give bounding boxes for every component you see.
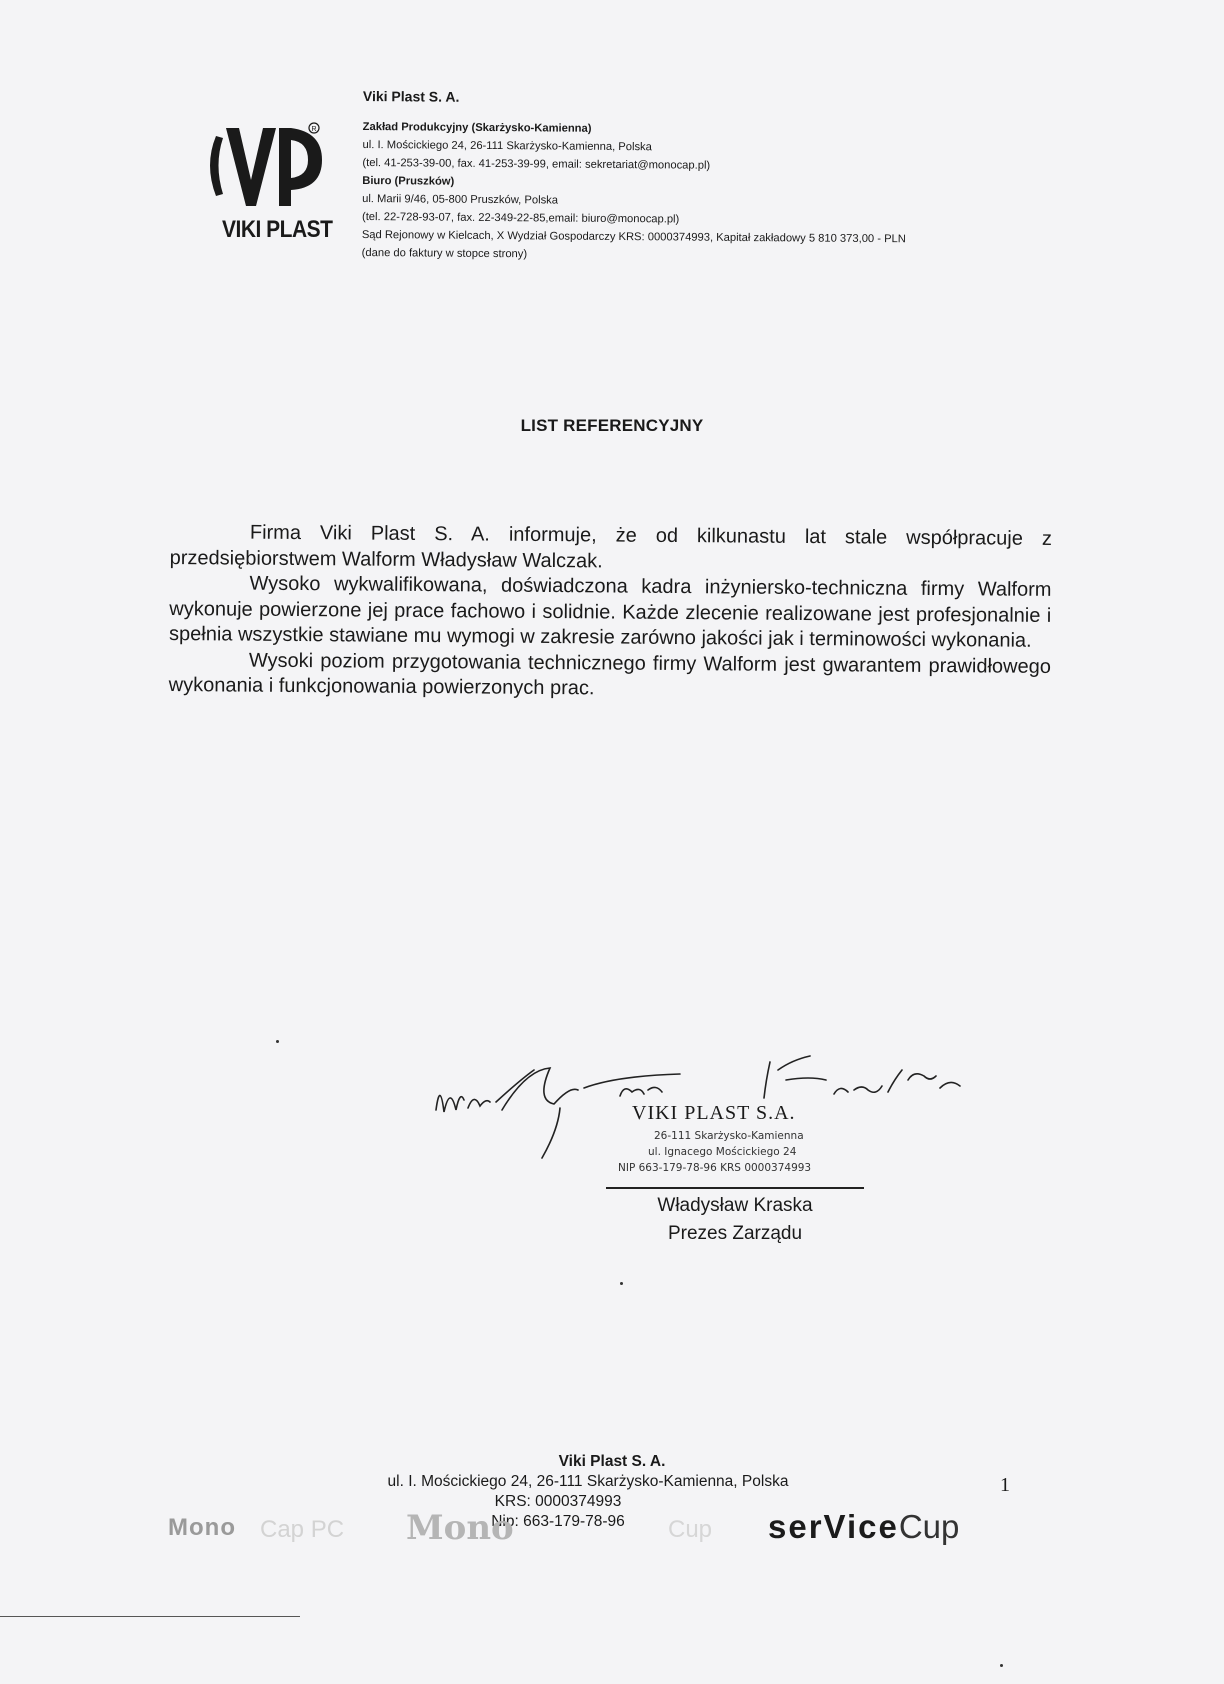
scan-speck bbox=[1000, 1664, 1003, 1667]
footer-company: Viki Plast S. A. bbox=[558, 1453, 666, 1470]
header-company-name: Viki Plast S. A. bbox=[362, 88, 460, 105]
company-logo bbox=[198, 118, 338, 248]
signer-block bbox=[606, 1192, 864, 1248]
brand-service-text: serVice bbox=[768, 1508, 899, 1545]
brand-faded-logo: Cup bbox=[668, 1516, 713, 1543]
footer-address: ul. I. Mościckiego 24, 26-111 Skarżysko-Kamienna, Polska bbox=[387, 1473, 789, 1490]
stamp-company-name: VIKI PLAST S.A. bbox=[632, 1102, 796, 1124]
header-line: Zakład Produkcyjny (Skarżysko-Kamienna) bbox=[362, 120, 592, 135]
footer-nip: Nip: 663-179-78-96 bbox=[491, 1513, 625, 1530]
letterhead bbox=[362, 88, 1063, 267]
stamp-line: 26-111 Skarżysko-Kamienna bbox=[654, 1130, 804, 1142]
header-line: (dane do faktury w stopce strony) bbox=[361, 246, 528, 261]
body-paragraph: Wysoki poziom przygotowania technicznego firmy Walform jest gwarantem prawidłowego wykonania i funkcjonowania powierzonych prac. bbox=[168, 649, 1051, 700]
brand-cup-text: Cup bbox=[898, 1508, 960, 1545]
header-line: Sąd Rejonowy w Kielcach, X Wydział Gospodarczy KRS: 0000374993, Kapitał zakładowy 5 810 373,00 - PLN bbox=[361, 228, 906, 246]
brand-mono-logo: Mono bbox=[406, 1508, 514, 1548]
brand-faded-logo: Cap PC bbox=[260, 1516, 345, 1543]
footer-krs: KRS: 0000374993 bbox=[494, 1493, 622, 1510]
brand-logos bbox=[168, 1508, 1028, 1552]
document-title: LIST REFERENCYJNY bbox=[520, 416, 704, 435]
stamp-line: NIP 663-179-78-96 KRS 0000374993 bbox=[618, 1162, 812, 1174]
brand-mono-logo: Mono bbox=[168, 1514, 236, 1541]
body-paragraph: Firma Viki Plast S. A. informuje, że od kilkunastu lat stale współpracuje z przedsiębiorstwem Walform Władysław Walczak. bbox=[169, 521, 1052, 572]
letter-body bbox=[169, 520, 1052, 705]
signature-block bbox=[430, 1040, 1050, 1270]
scan-edge-line bbox=[0, 1616, 300, 1617]
header-line: (tel. 22-728-93-07, fax. 22-349-22-85,email: biuro@monocap.pl) bbox=[361, 210, 680, 226]
signature-rule bbox=[606, 1187, 864, 1189]
handwritten-signature-icon bbox=[430, 1040, 1050, 1160]
header-line: ul. Marii 9/46, 05-800 Pruszków, Polska bbox=[362, 192, 559, 207]
header-line: ul. I. Mościckiego 24, 26-111 Skarżysko-Kamienna, Polska bbox=[362, 138, 652, 154]
brand-servicecup-logo bbox=[768, 1508, 959, 1546]
body-paragraph: Wysoko wykwalifikowana, doświadczona kadra inżyniersko-techniczna firmy Walform wykonuje powierzone jej prace fachowo i solidnie. Każde zlecenie realizowane jest profesjonalnie i spełnia wszystkie stawiane mu wymogi w zakresie zarówno jakości jak i terminowości wykonania. bbox=[169, 572, 1052, 652]
svg-text:R: R bbox=[311, 126, 317, 133]
scan-speck bbox=[620, 1282, 623, 1285]
signer-name: Władysław Kraska bbox=[657, 1195, 813, 1216]
header-line: Biuro (Pruszków) bbox=[362, 174, 455, 188]
logo-wordmark: VIKI PLAST bbox=[222, 216, 333, 243]
scan-speck bbox=[276, 1040, 279, 1043]
signer-position: Prezes Zarządu bbox=[667, 1223, 803, 1244]
stamp-line: ul. Ignacego Mościckiego 24 bbox=[648, 1146, 797, 1158]
header-line: (tel. 41-253-39-00, fax. 41-253-39-99, email: sekretariat@monocap.pl) bbox=[362, 156, 711, 172]
page-number: 1 bbox=[1000, 1474, 1010, 1496]
vp-logo-icon bbox=[206, 118, 326, 213]
